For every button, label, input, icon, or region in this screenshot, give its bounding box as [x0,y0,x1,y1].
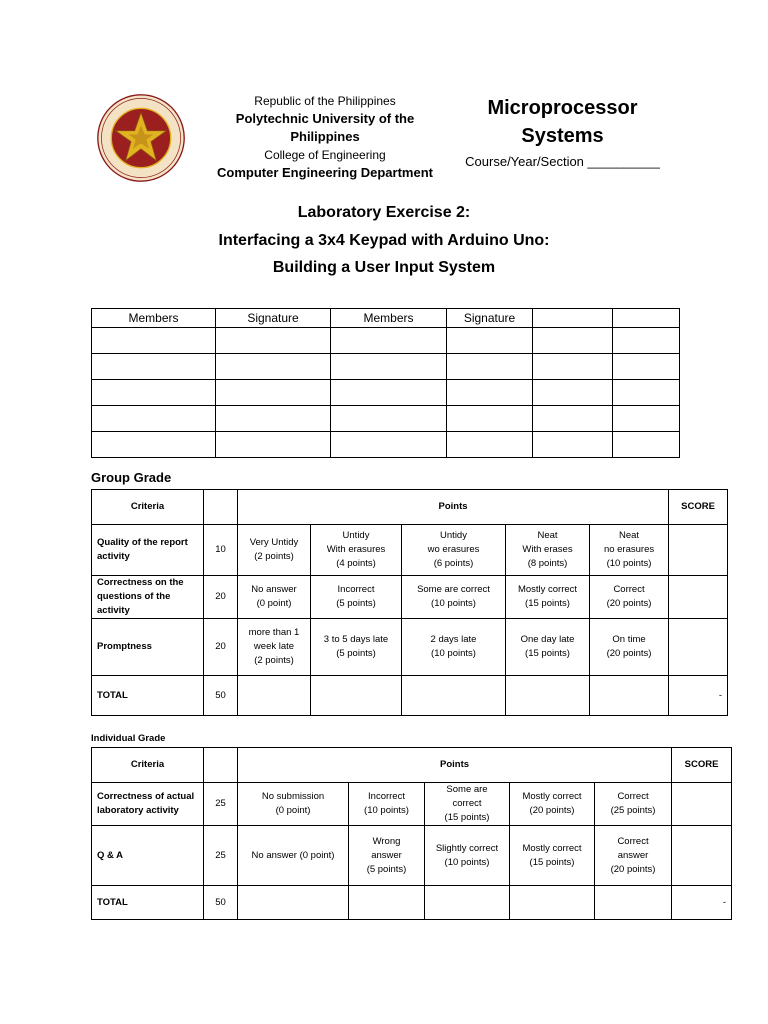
level-cell: No answer (0 point) [238,576,311,619]
level-cell: No submission (0 point) [238,783,349,826]
signature-cell[interactable] [216,432,331,458]
total-score[interactable]: - [672,886,732,920]
signature-header: Signature [216,309,331,328]
empty-cell [595,886,672,920]
level-cell: One day late (15 points) [506,619,590,676]
member-cell[interactable] [331,354,447,380]
lab-title [100,199,668,282]
level-cell: Mostly correct (15 points) [510,826,595,886]
empty-cell [506,676,590,716]
individual-grade-label: Individual Grade [91,733,166,744]
total-max: 50 [204,676,238,716]
course-title-line2: Systems [521,125,604,147]
lab-title-line2: Interfacing a 3x4 Keypad with Arduino Uno: [218,231,550,249]
empty-cell [590,676,669,716]
blank-cell[interactable] [533,406,613,432]
empty-cell [510,886,595,920]
university-seal [96,93,186,183]
empty-cell [311,676,402,716]
max-header [204,490,238,525]
member-cell[interactable] [92,380,216,406]
members-header: Members [92,309,216,328]
university-name: Polytechnic University of the Philippines [235,111,415,144]
level-cell: Mostly correct (15 points) [506,576,590,619]
level-cell: Mostly correct (20 points) [510,783,595,826]
level-cell: No answer (0 point) [238,826,349,886]
score-cell[interactable] [669,576,728,619]
level-cell: Very Untidy (2 points) [238,525,311,576]
criteria-header: Criteria [92,490,204,525]
table-row [92,783,732,826]
level-cell: 3 to 5 days late (5 points) [311,619,402,676]
empty-cell [238,886,349,920]
member-cell[interactable] [331,432,447,458]
blank-cell[interactable] [533,354,613,380]
level-cell: Incorrect (5 points) [311,576,402,619]
criteria-cell: Correctness of actual laboratory activity [92,783,204,826]
level-cell: Neat With erases (8 points) [506,525,590,576]
total-label: TOTAL [92,676,204,716]
level-cell: Slightly correct (10 points) [425,826,510,886]
level-cell: Some are correct (10 points) [402,576,506,619]
member-cell[interactable] [92,354,216,380]
level-cell: Correct (25 points) [595,783,672,826]
signature-cell[interactable] [216,354,331,380]
signature-cell[interactable] [216,380,331,406]
table-row [92,619,728,676]
blank-header [533,309,613,328]
member-cell[interactable] [92,432,216,458]
individual-header-row [92,748,732,783]
level-cell: On time (20 points) [590,619,669,676]
criteria-cell: Q & A [92,826,204,886]
signature-cell[interactable] [447,380,533,406]
empty-cell [238,676,311,716]
empty-cell [402,676,506,716]
criteria-cell: Correctness on the questions of the activity [92,576,204,619]
total-score[interactable]: - [669,676,728,716]
lab-title-line1: Laboratory Exercise 2: [297,204,471,221]
points-header: Points [238,490,669,525]
group-grade-label: Group Grade [91,470,172,485]
score-cell[interactable] [669,525,728,576]
max-points-cell: 20 [204,576,238,619]
blank-cell[interactable] [533,432,613,458]
points-header: Points [238,748,672,783]
college-name: College of Engineering [264,148,386,162]
total-max: 50 [204,886,238,920]
table-row [92,406,680,432]
max-points-cell: 25 [204,783,238,826]
lab-title-line3: Building a User Input System [272,259,496,276]
table-row [92,380,680,406]
group-header-row [92,490,728,525]
level-cell: Correct (20 points) [590,576,669,619]
signature-cell[interactable] [447,328,533,354]
criteria-cell: Promptness [92,619,204,676]
blank-cell[interactable] [533,328,613,354]
empty-cell [425,886,510,920]
blank-cell[interactable] [613,328,680,354]
max-points-cell: 20 [204,619,238,676]
table-row [92,826,732,886]
member-cell[interactable] [331,380,447,406]
score-header: SCORE [669,490,728,525]
member-cell[interactable] [331,328,447,354]
score-cell[interactable] [672,826,732,886]
members-header: Members [331,309,447,328]
total-row [92,676,728,716]
level-cell: Some are correct (15 points) [425,783,510,826]
blank-cell[interactable] [533,380,613,406]
signature-cell[interactable] [216,328,331,354]
table-row [92,354,680,380]
level-cell: Wrong answer (5 points) [349,826,425,886]
level-cell: Correct answer (20 points) [595,826,672,886]
group-grade-table [91,489,728,716]
max-points-cell: 10 [204,525,238,576]
score-cell[interactable] [672,783,732,826]
member-cell[interactable] [92,328,216,354]
table-row [92,328,680,354]
course-title-line1: Microprocessor [487,97,638,119]
level-cell: 2 days late (10 points) [402,619,506,676]
empty-cell [349,886,425,920]
signature-cell[interactable] [216,406,331,432]
max-header [204,748,238,783]
signature-cell[interactable] [447,406,533,432]
department-name: Computer Engineering Department [217,165,433,180]
table-row [92,576,728,619]
blank-cell[interactable] [613,406,680,432]
individual-grade-table [91,747,732,920]
institution-header [205,92,445,182]
signature-cell[interactable] [447,432,533,458]
blank-cell[interactable] [613,380,680,406]
table-row [92,432,680,458]
max-points-cell: 25 [204,826,238,886]
blank-header [613,309,680,328]
level-cell: Untidy With erasures (4 points) [311,525,402,576]
member-cell[interactable] [92,406,216,432]
score-cell[interactable] [669,619,728,676]
score-header: SCORE [672,748,732,783]
table-row [92,525,728,576]
blank-cell[interactable] [613,354,680,380]
criteria-cell: Quality of the report activity [92,525,204,576]
level-cell: Incorrect (10 points) [349,783,425,826]
member-cell[interactable] [331,406,447,432]
course-year-section: Course/Year/Section __________ [465,154,660,169]
blank-cell[interactable] [613,432,680,458]
total-label: TOTAL [92,886,204,920]
course-header [450,94,675,169]
total-row [92,886,732,920]
members-header-row [92,309,680,328]
signature-header: Signature [447,309,533,328]
republic-text: Republic of the Philippines [254,94,396,108]
signature-cell[interactable] [447,354,533,380]
level-cell: Neat no erasures (10 points) [590,525,669,576]
level-cell: more than 1 week late (2 points) [238,619,311,676]
members-table [91,308,680,458]
level-cell: Untidy wo erasures (6 points) [402,525,506,576]
criteria-header: Criteria [92,748,204,783]
